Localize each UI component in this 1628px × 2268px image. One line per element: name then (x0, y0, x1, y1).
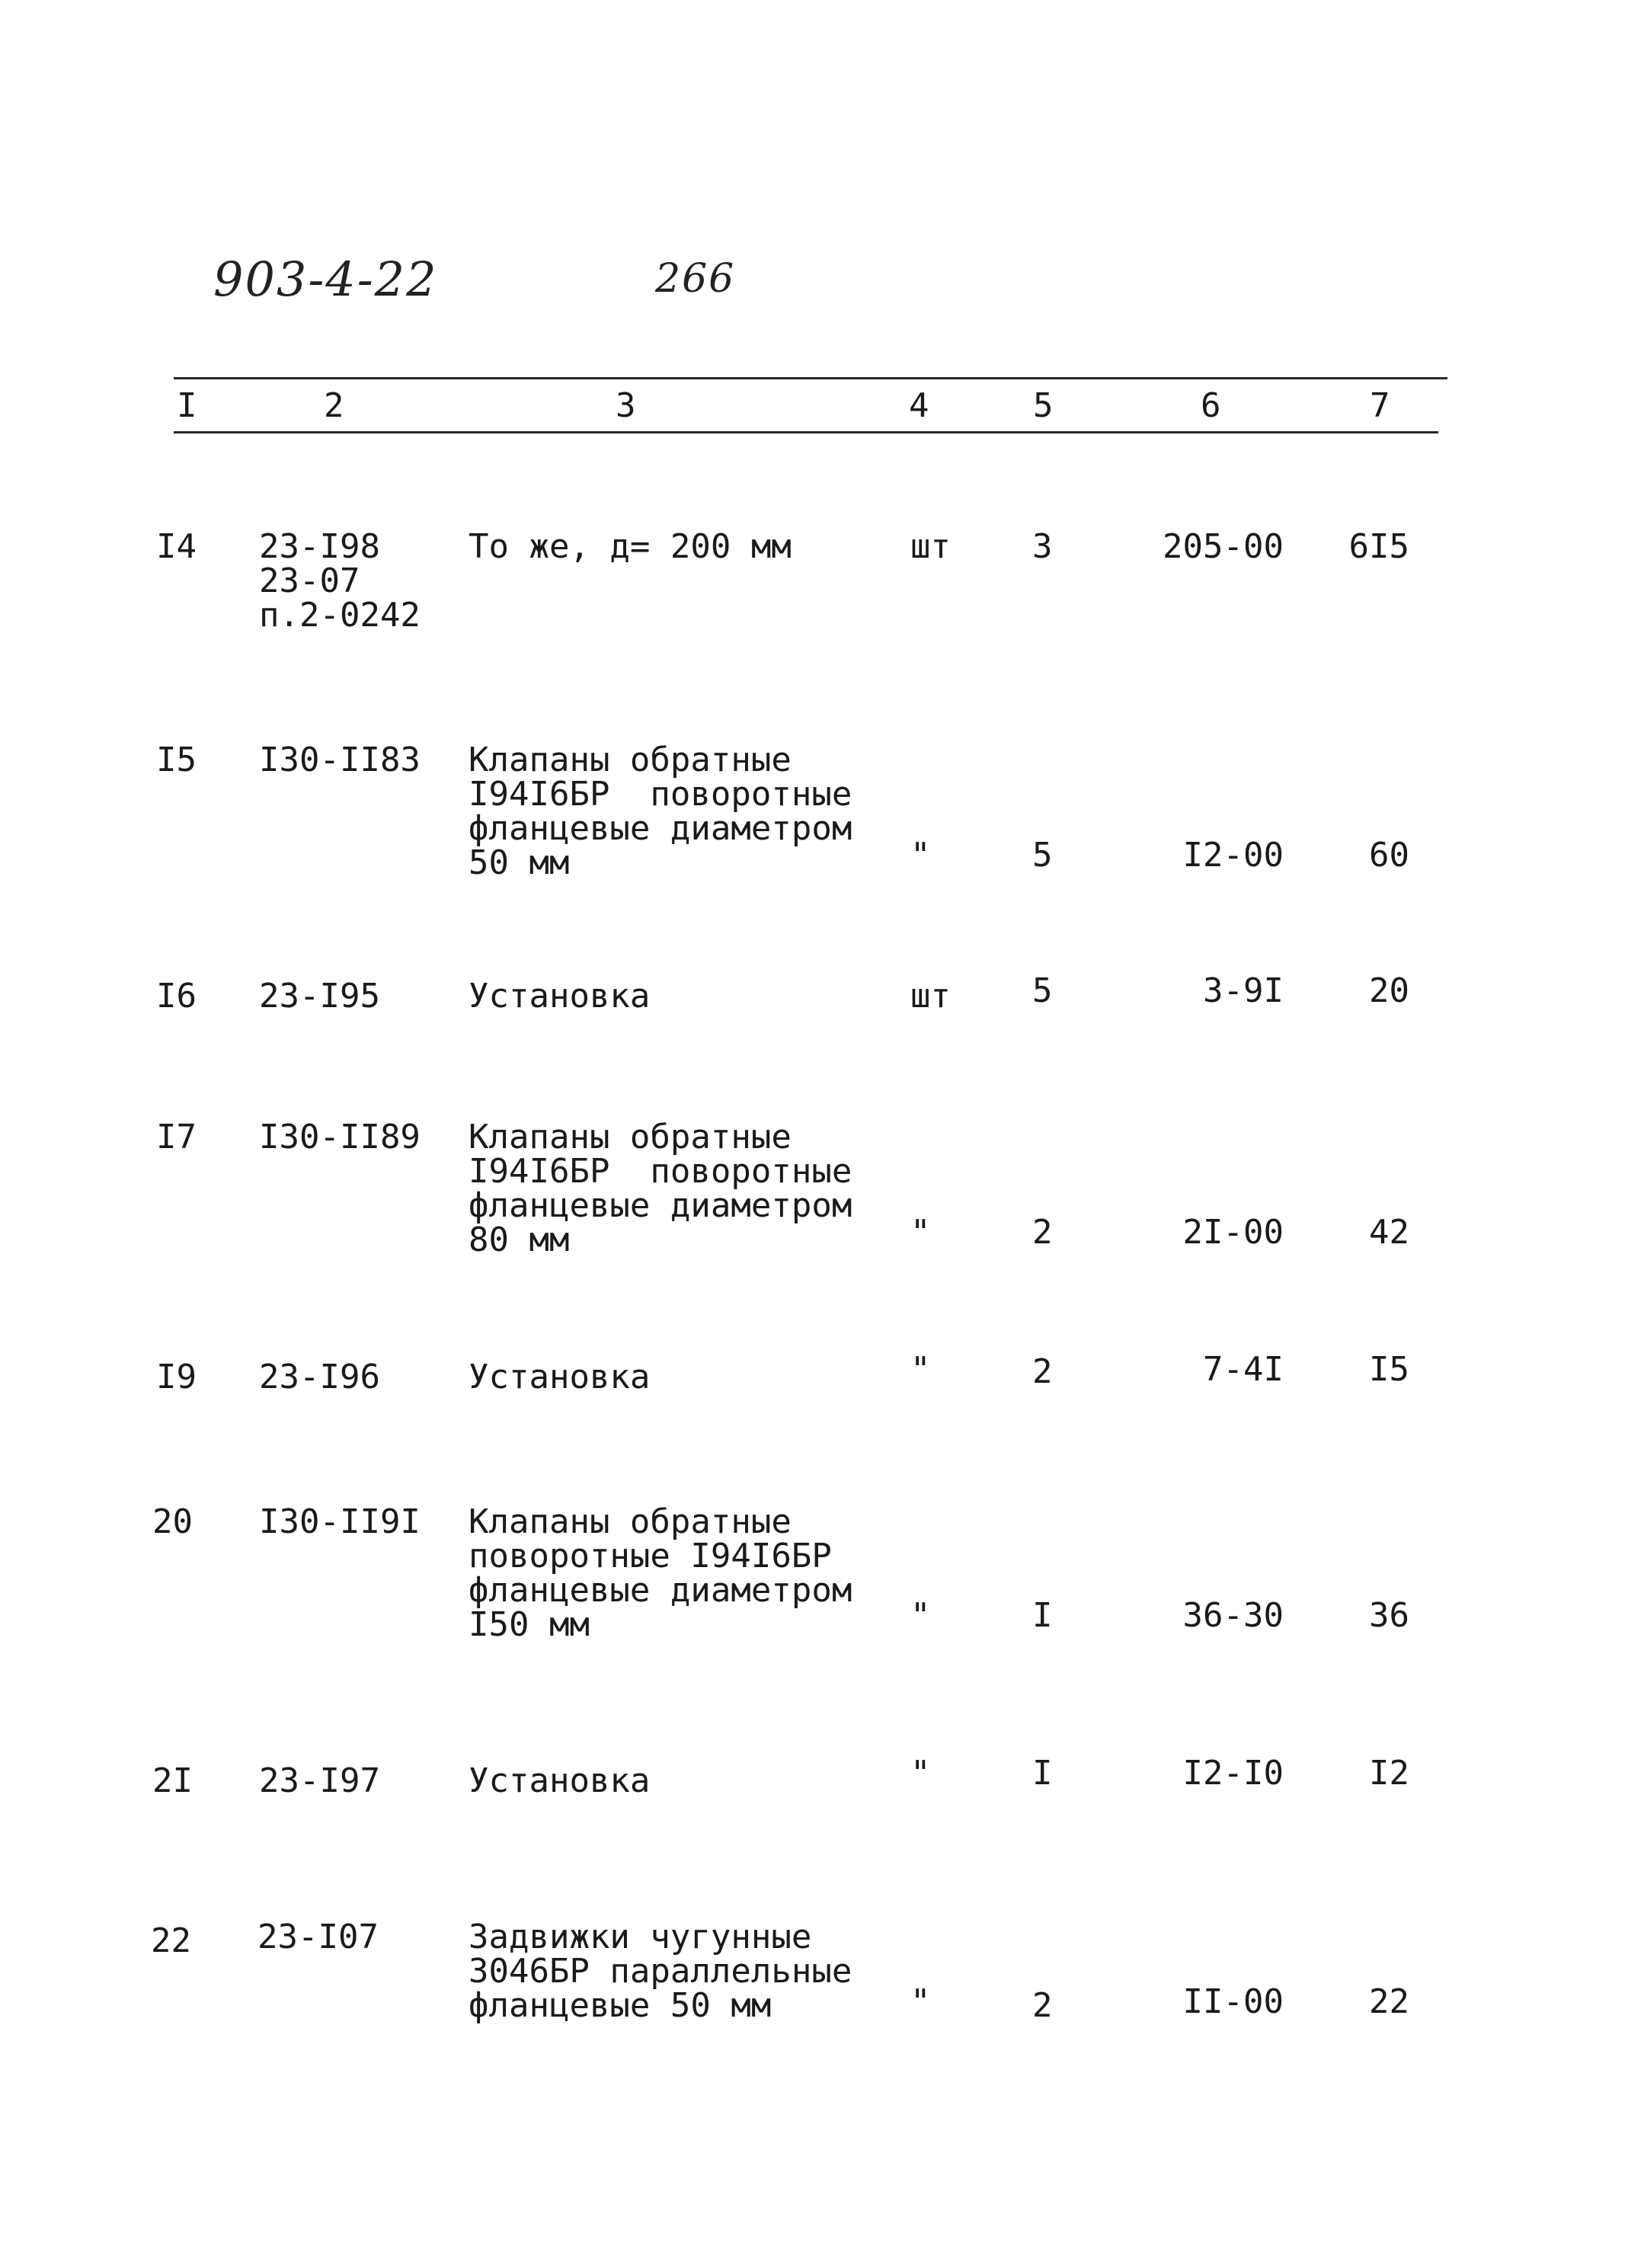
row-total: I2 (1369, 1754, 1409, 1793)
row-unit: " (910, 836, 931, 875)
row-total: I5 (1369, 1350, 1409, 1389)
row-quantity: 5 (1032, 971, 1053, 1010)
row-quantity: 2 (1032, 1213, 1053, 1252)
column-header-2: 2 (324, 386, 344, 425)
column-header-5: 5 (1033, 386, 1054, 425)
row-price: I2-00 (1182, 836, 1284, 875)
row-quantity: 2 (1032, 1986, 1053, 2025)
row-total: 42 (1369, 1213, 1409, 1252)
row-total: 20 (1369, 971, 1409, 1010)
row-unit: " (910, 1754, 931, 1793)
row-quantity: 2 (1032, 1352, 1053, 1391)
row-number: 2I (152, 1761, 193, 1800)
row-description: Установка (469, 977, 651, 1016)
column-header-6: 6 (1201, 386, 1221, 425)
header-rule-bottom (174, 431, 1438, 433)
row-unit: шт (910, 977, 951, 1016)
row-price: I2-I0 (1182, 1754, 1284, 1793)
row-unit: " (910, 1982, 931, 2021)
row-description: Установка (469, 1761, 651, 1800)
row-unit: шт (910, 527, 951, 566)
row-number: I6 (156, 977, 197, 1016)
row-code: 23-I97 (259, 1761, 380, 1800)
row-price: 2I-00 (1182, 1213, 1284, 1252)
row-number: I9 (156, 1358, 197, 1396)
row-description: Клапаны обратные I94I6БР поворотные фланцевые диаметром 50 мм (469, 741, 852, 882)
row-description: Клапаны обратные I94I6БР поворотные фланцевые диаметром 80 мм (469, 1118, 852, 1259)
row-code: 23-I95 (259, 977, 380, 1016)
row-unit: " (910, 1213, 931, 1252)
row-price: II-00 (1182, 1982, 1284, 2021)
column-header-7: 7 (1370, 386, 1390, 425)
row-number: 20 (152, 1502, 193, 1541)
row-total: 22 (1369, 1982, 1409, 2021)
column-header-1: I (177, 386, 197, 425)
document-code: 903-4-22 (213, 251, 438, 307)
page-number: 266 (655, 256, 736, 302)
row-number: I4 (156, 527, 197, 566)
row-number: I5 (156, 741, 197, 779)
row-total: 6I5 (1348, 527, 1409, 566)
row-number: 22 (151, 1921, 191, 1960)
row-price: 7-4I (1203, 1350, 1284, 1389)
row-description: То же, д= 200 мм (469, 527, 792, 566)
row-description: Установка (469, 1358, 651, 1396)
row-code: 23-I07 (257, 1918, 379, 1956)
row-price: 3-9I (1203, 971, 1284, 1010)
column-header-4: 4 (909, 386, 929, 425)
column-header-3: 3 (616, 386, 636, 425)
row-code: 23-I98 23-07 п.2-0242 (259, 527, 421, 635)
row-quantity: 5 (1032, 836, 1053, 875)
row-code: I30-II89 (259, 1118, 421, 1156)
row-price: 36-30 (1182, 1596, 1284, 1635)
row-quantity: I (1032, 1596, 1053, 1635)
row-description: Задвижки чугунные 3046БР параллельные фланцевые 50 мм (469, 1918, 852, 2025)
row-quantity: I (1032, 1754, 1053, 1793)
row-total: 36 (1369, 1596, 1409, 1635)
row-description: Клапаны обратные поворотные I94I6БР фланцевые диаметром I50 мм (469, 1502, 852, 1644)
row-code: I30-II83 (259, 741, 421, 779)
header-rule-top (174, 377, 1447, 379)
row-price: 205-00 (1163, 527, 1284, 566)
row-total: 60 (1369, 836, 1409, 875)
row-quantity: 3 (1032, 527, 1053, 566)
row-number: I7 (156, 1118, 197, 1156)
row-code: I30-II9I (259, 1502, 421, 1541)
row-unit: " (910, 1596, 931, 1635)
row-unit: " (910, 1350, 931, 1389)
row-code: 23-I96 (259, 1358, 380, 1396)
